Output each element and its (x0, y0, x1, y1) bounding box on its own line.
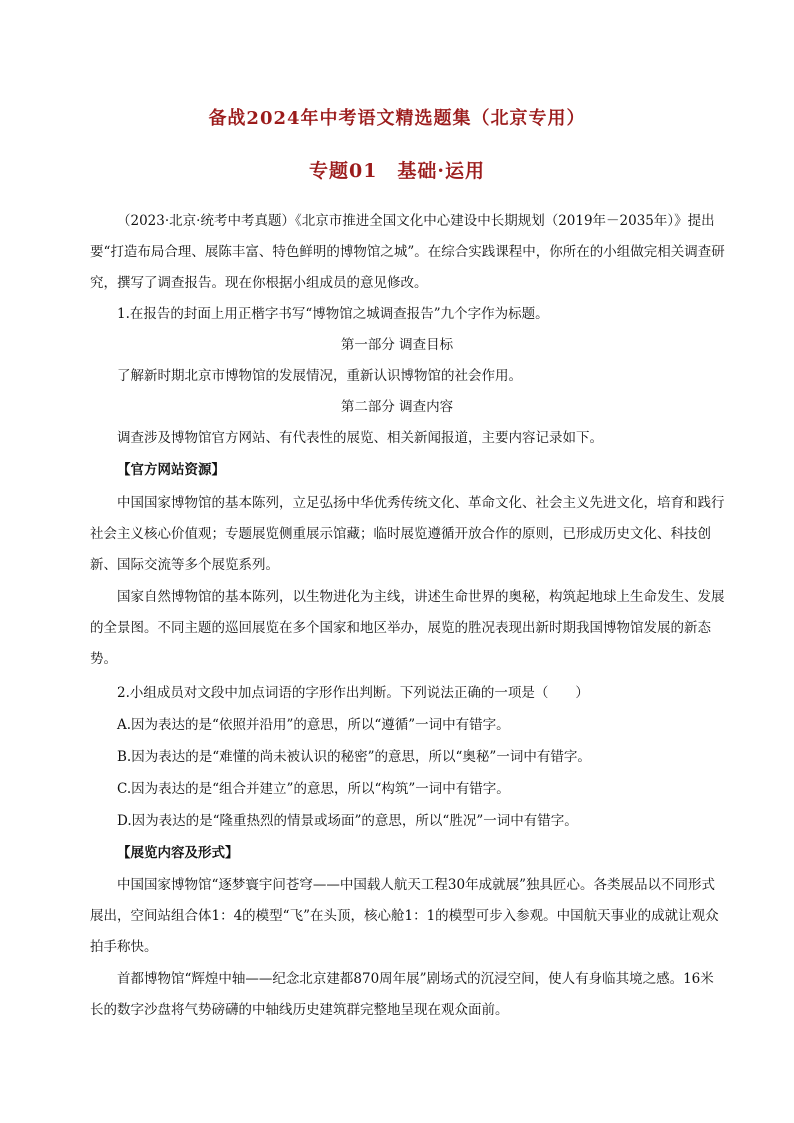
part2-heading: 第二部分 调查内容 (340, 399, 454, 415)
intro-paragraph: （2023·北京·统考中考真题）《北京市推进全国文化中心建设中长期规划（2019年－2035年）》提出要“打造布局合理、展陈丰富、特色鲜明的博物馆之城”。在综合实践课程中，你所在的小组做完相关调查研究，撰写了调查报告。现在你根据小组成员的意见修改。 (90, 213, 725, 291)
option-d: D.因为表达的是“隆重热烈的情景或场面”的意思，所以“胜况”一词中有错字。 (117, 813, 578, 829)
exhibit-section-label: 【展览内容及形式】 (117, 845, 239, 861)
official-section-label: 【官方网站资源】 (117, 462, 225, 478)
exhibit-paragraph-2: 首都博物馆“辉煌中轴——纪念北京建都870周年展”剧场式的沉浸空间，使人有身临其境之感。16米长的数字沙盘将气势磅礴的中轴线历史建筑群完整地呈现在观众面前。 (90, 971, 714, 1018)
option-c: C.因为表达的是“组合并建立”的意思，所以“构筑”一词中有错字。 (117, 781, 510, 797)
main-title: 备战2024年中考语文精选题集（北京专用） (208, 108, 586, 129)
exhibit-paragraph-1: 中国国家博物馆“逐梦寰宇问苍穹——中国载人航天工程30年成就展”独具匠心。各类展品以不同形式展出，空间站组合体1：4的模型“飞”在头顶，核心舱1：1的模型可步入参观。中国航天事业的成就让观众拍手称快。 (90, 877, 719, 955)
option-a: A.因为表达的是“依照并沿用”的意思，所以“遵循”一词中有错字。 (117, 717, 510, 733)
sub-title: 专题01 基础·运用 (308, 160, 486, 182)
option-b: B.因为表达的是“难懂的尚未被认识的秘密”的意思，所以“奥秘”一词中有错字。 (117, 749, 591, 765)
part1-text: 了解新时期北京市博物馆的发展情况，重新认识博物馆的社会作用。 (117, 368, 522, 384)
official-paragraph-2: 国家自然博物馆的基本陈列，以生物进化为主线，讲述生命世界的奥秘，构筑起地球上生命发生、发展的全景图。不同主题的巡回展览在多个国家和地区举办，展览的胜况表现出新时期我国博物馆发展的新态势。 (90, 589, 725, 667)
official-paragraph-1: 中国国家博物馆的基本陈列，立足弘扬中华优秀传统文化、革命文化、社会主义先进文化，培育和践行社会主义核心价值观；专题展览侧重展示馆藏；临时展览遵循开放合作的原则，已形成历史文化、科技创新、国际交流等多个展览系列。 (90, 495, 725, 573)
part2-text: 调查涉及博物馆官方网站、有代表性的展览、相关新闻报道，主要内容记录如下。 (117, 430, 603, 446)
question-2-stem: 2.小组成员对文段中加点词语的字形作出判断。下列说法正确的一项是（ ） (117, 685, 589, 701)
question-1: 1.在报告的封面上用正楷字书写“博物馆之城调查报告”九个字作为标题。 (117, 306, 549, 322)
part1-heading: 第一部分 调查目标 (340, 337, 454, 353)
